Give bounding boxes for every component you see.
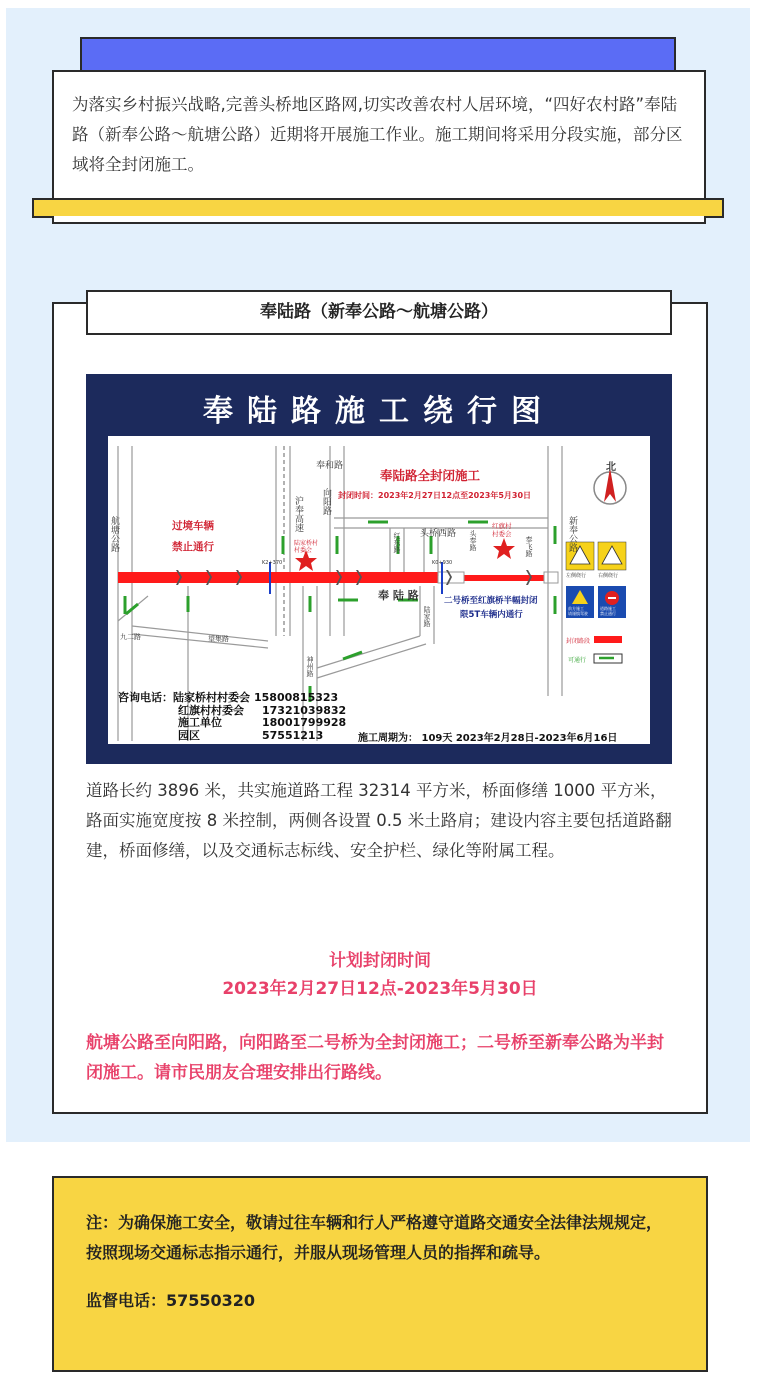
map-canvas [108, 436, 650, 744]
legend-open-label: 可通行 [568, 657, 587, 664]
road-fengqiao-label: 奉飞路 [525, 536, 533, 557]
road-xinfeng-label: 新奉公路 [567, 516, 577, 552]
village-lujia-label: 陆家桥村 村委会 [294, 540, 319, 554]
road-hangtang-label: 航塘公路 [109, 516, 119, 552]
contact-label: 施工单位 [178, 716, 222, 729]
intro-top-bar [80, 37, 676, 71]
contact-phone: 57551213 [262, 728, 324, 742]
road-hufeng-label: 沪奉高速 [293, 496, 303, 532]
sign2-label: 右侧绕行 [598, 573, 619, 579]
construction-period: 施工周期为： 109天 2023年2月28日-2023年6月16日 [358, 733, 618, 744]
contact-phone: 18001799928 [262, 716, 347, 729]
road-toufeng-label: 头奉路 [469, 530, 477, 551]
road-shenzhou-label: 神州路 [306, 656, 314, 677]
contact-label: 园区 [178, 728, 200, 742]
notice-text: 注：为确保施工安全，敬请过往车辆和行人严格遵守道路交通安全法律法规规定，按照现场交通标志指示通行，并服从现场管理人员的指挥和疏导。 [86, 1213, 663, 1262]
plan-time: 2023年2月27日12点-2023年5月30日 [222, 979, 538, 999]
road-jiuer-label: 九二路 [120, 633, 141, 641]
village-hongqi-label: 红旗村 村委会 [492, 522, 512, 538]
road-lujia-label: 陆家路 [423, 606, 431, 627]
stake-label-2: K0+930 [432, 560, 453, 566]
half-closure-line2: 限5T车辆内通行 [460, 610, 523, 620]
contact-row [118, 692, 346, 705]
intro-card [52, 70, 706, 200]
sign3-label: 前方施工 请谨慎驾驶 [568, 606, 588, 616]
contact-phone: 17321039832 [262, 703, 347, 717]
stake-label-1: K2+370 [262, 560, 283, 566]
contact-phone: 15800815323 [254, 691, 339, 704]
contact-label: 红旗村村委会 [178, 703, 244, 717]
map-title: 奉陆路施工绕行图 [203, 394, 555, 429]
intro-text: 为落实乡村振兴战略,完善头桥地区路网,切实改善农村人居环境，“四好农村路”奉陆路（新奉公路～航塘公路）近期将开展施工作业。施工期间将采用分段实施，部分区域将全封闭施工。 [72, 95, 683, 174]
no-entry-line2: 禁止通行 [172, 541, 214, 553]
contact-row [118, 730, 346, 743]
road-fenglu-label: 奉 陆 路 [378, 589, 419, 602]
road-toudaxi-label: 头桥西路 [420, 529, 457, 539]
plan-title: 计划封闭时间 [329, 951, 431, 971]
intro-bottom-bar [32, 198, 724, 218]
project-description: 道路长约 3896 米，共实施道路工程 32314 平方米，桥面修缮 1000 平方米，路面实施宽度按 8 米控制，两侧各设置 0.5 米土路肩；建设内容主要包括道路翻建，桥面修缮，以及交通标志标线、安全护栏、绿化等附属工程。 [86, 781, 672, 860]
road-wangji-label: 望集路 [208, 635, 229, 643]
contact-list [118, 692, 346, 742]
contact-row [118, 717, 346, 730]
section-title: 奉陆路（新奉公路～航塘公路） [86, 290, 672, 335]
sign1-label: 左侧绕行 [566, 573, 587, 579]
legend-closed-label: 封闭路段 [566, 638, 591, 645]
closure-label: 奉陆路全封闭施工 [380, 468, 481, 483]
half-closure-line1: 二号桥至红旗桥半幅封闭 [444, 596, 538, 606]
closure-time: 封闭时间：2023年2月27日12点至2023年5月30日 [338, 491, 532, 500]
north-label: 北 [606, 462, 616, 473]
plan-note: 航塘公路至向阳路，向阳路至二号桥为全封闭施工；二号桥至新奉公路为半封闭施工。请市民朋友合理安排出行路线。 [86, 1033, 664, 1083]
no-entry-line1: 过境车辆 [172, 520, 214, 532]
notice-card [52, 1176, 708, 1372]
contact-label: 咨询电话：陆家桥村村委会 [118, 691, 250, 704]
detour-map [86, 374, 672, 764]
supervision-phone: 监督电话：57550320 [86, 1291, 256, 1310]
intro-bottom-line [52, 216, 706, 224]
road-fenghe-label: 奉和路 [316, 461, 344, 471]
road-hongdong-label: 红东路 [393, 532, 401, 553]
sign4-label: 道路施工 禁止通行 [600, 606, 616, 616]
road-xiangyang-label: 向阳路 [321, 488, 331, 515]
